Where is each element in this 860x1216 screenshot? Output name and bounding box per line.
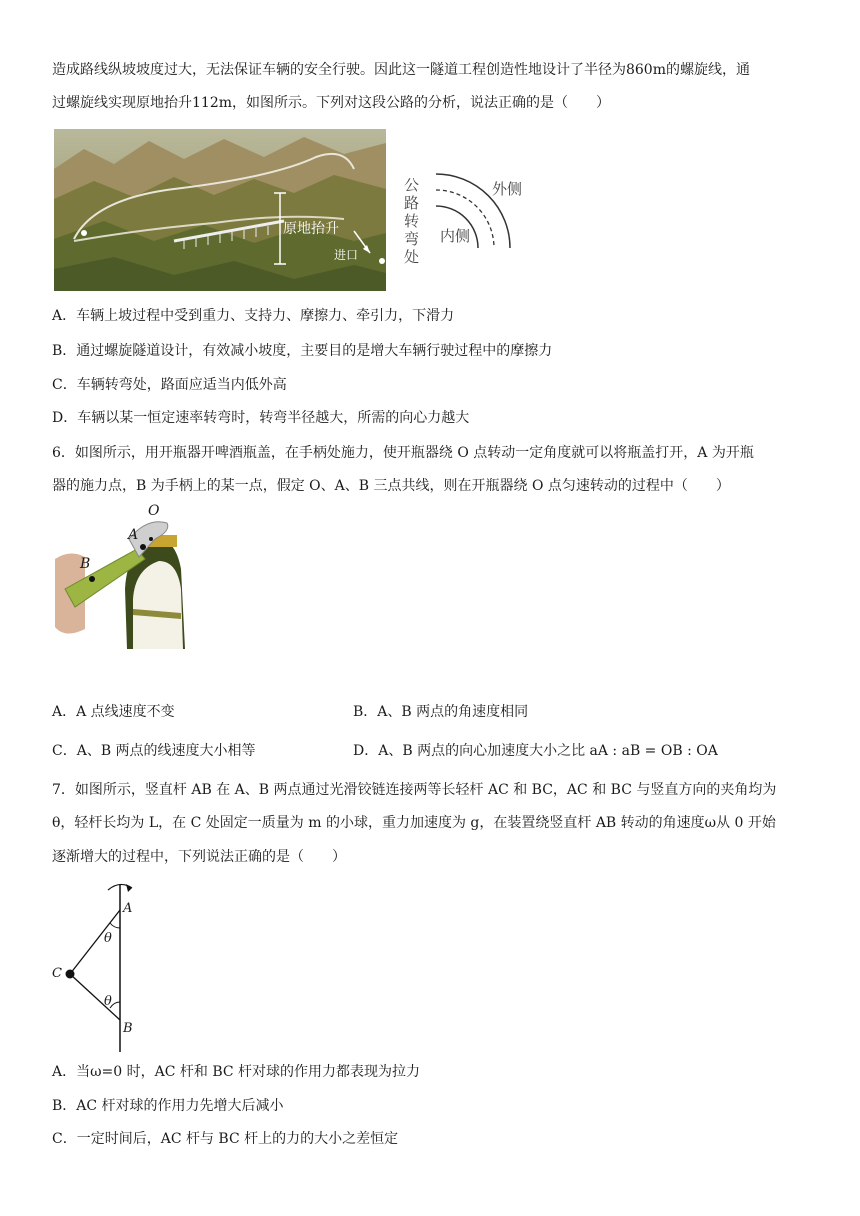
q6-option-c: C．A、B 两点的线速度大小相等 <box>52 743 256 759</box>
spiral-road-photo <box>54 129 386 291</box>
entrance-label: 进口 <box>334 248 359 262</box>
rod-point-b-label: B <box>123 1021 133 1036</box>
road-turn-vertical-label: 公路转弯处 <box>404 176 420 266</box>
q5-option-d: D．车辆以某一恒定速率转弯时，转弯半径越大，所需的向心力越大 <box>52 410 470 426</box>
rod-point-a-label: A <box>123 901 133 916</box>
bottle-opener-figure <box>55 503 185 649</box>
outer-side-label: 外侧 <box>492 180 523 198</box>
lift-label: 原地抬升 <box>283 221 339 237</box>
theta-top-label: θ <box>104 931 112 946</box>
q6-stem-line-1: 6．如图所示，用开瓶器开啤酒瓶盖，在手柄处施力，使开瓶器绕 O 点转动一定角度就可以将瓶盖打开，A 为开瓶 <box>52 445 754 461</box>
q5-option-c: C．车辆转弯处，路面应适当内低外高 <box>52 377 287 393</box>
q6-option-a: A．A 点线速度不变 <box>52 704 175 720</box>
q6-option-d: D．A、B 两点的向心加速度大小之比 aA : aB = OB : OA <box>353 743 718 759</box>
q7-option-c: C．一定时间后，AC 杆与 BC 杆上的力的大小之差恒定 <box>52 1131 399 1147</box>
q7-stem-line-1: 7．如图所示，竖直杆 AB 在 A、B 两点通过光滑铰链连接两等长轻杆 AC 和 BC，AC 和 BC 与竖直方向的夹角均为 <box>52 782 777 798</box>
q6-stem-line-2: 器的施力点，B 为手柄上的某一点，假定 O、A、B 三点共线，则在开瓶器绕 O 点匀速转动的过程中（ ） <box>52 478 730 494</box>
point-b-label: B <box>80 556 91 572</box>
q7-stem-line-3: 逐渐增大的过程中，下列说法正确的是（ ） <box>52 849 346 865</box>
q5-intro-line-2: 过螺旋线实现原地抬升112m，如图所示。下列对这段公路的分析，说法正确的是（ ） <box>52 95 610 111</box>
q5-option-a: A．车辆上坡过程中受到重力、支持力、摩擦力、牵引力，下滑力 <box>52 308 455 324</box>
ball-c-label: C <box>52 966 62 981</box>
road-turn-diagram <box>400 170 530 270</box>
q7-stem-line-2: θ，轻杆长均为 L，在 C 处固定一质量为 m 的小球，重力加速度为 g，在装置绕竖直杆 AB 转动的角速度ω从 0 开始 <box>52 815 776 831</box>
q5-option-b: B．通过螺旋隧道设计，有效减小坡度，主要目的是增大车辆行驶过程中的摩擦力 <box>52 343 553 359</box>
q7-option-b: B．AC 杆对球的作用力先增大后减小 <box>52 1098 284 1114</box>
point-o-label: O <box>148 503 160 519</box>
theta-bottom-label: θ <box>104 994 112 1009</box>
q5-intro-line-1: 造成路线纵坡坡度过大，无法保证车辆的安全行驶。因此这一隧道工程创造性地设计了半径为860m的螺旋线，通 <box>52 62 750 78</box>
rod-mechanism-figure <box>50 878 150 1058</box>
q6-option-b: B．A、B 两点的角速度相同 <box>353 704 529 720</box>
inner-side-label: 内侧 <box>440 227 471 245</box>
q7-option-a: A．当ω=0 时，AC 杆和 BC 杆对球的作用力都表现为拉力 <box>52 1064 421 1080</box>
point-a-label: A <box>128 527 139 543</box>
